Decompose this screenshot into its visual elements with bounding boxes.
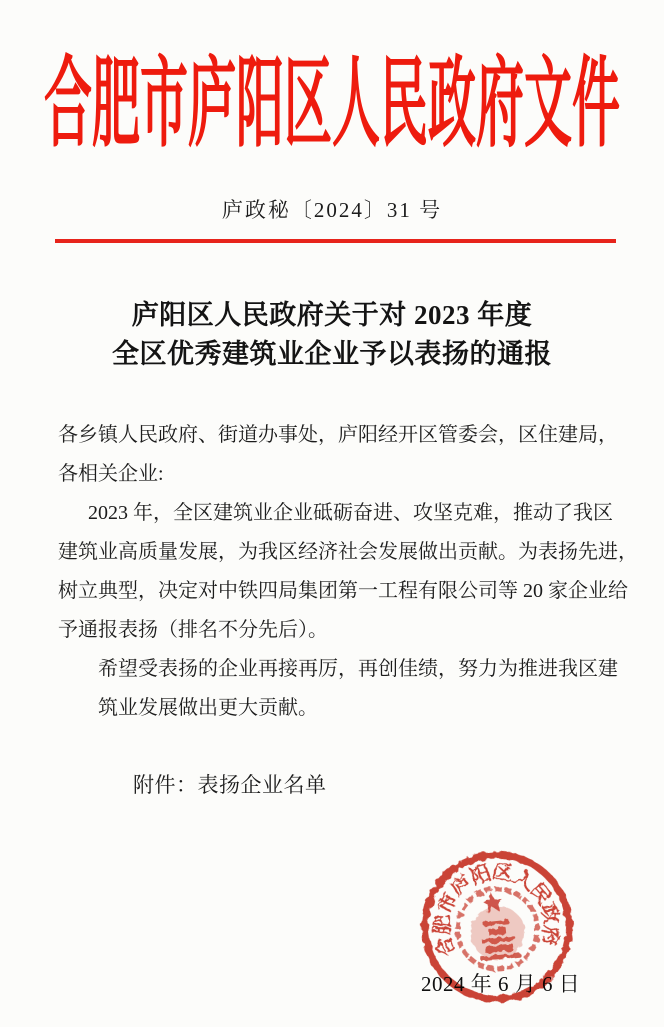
body-line: 2023 年，全区建筑业企业砥砺奋进、攻坚克难，推动了我区 — [88, 502, 613, 524]
issue-date: 2024 年 6 月 6 日 — [421, 972, 581, 996]
title-line-1: 庐阳区人民政府关于对 2023 年度 — [131, 300, 533, 330]
body-line: 各相关企业: — [58, 463, 164, 485]
body-text — [58, 416, 638, 728]
body-line: 予通报表扬（排名不分先后）。 — [58, 619, 328, 641]
document-title — [0, 296, 664, 374]
official-seal-icon — [408, 838, 586, 1016]
body-line: 希望受表扬的企业再接再厉，再创佳绩，努力为推进我区建 — [98, 658, 618, 680]
title-line-2: 全区优秀建筑业企业予以表扬的通报 — [112, 339, 552, 369]
body-line: 建筑业高质量发展，为我区经济社会发展做出贡献。为表扬先进， — [58, 541, 638, 563]
national-emblem-icon — [453, 885, 541, 973]
red-separator-line — [55, 239, 616, 243]
body-line: 筑业发展做出更大贡献。 — [98, 697, 318, 719]
seal-arc-text: 合肥市庐阳区人民政府 — [431, 861, 563, 960]
body-line: 各乡镇人民政府、街道办事处，庐阳经开区管委会，区住建局， — [58, 424, 618, 446]
body-line: 树立典型，决定对中铁四局集团第一工程有限公司等 20 家企业给 — [58, 580, 628, 602]
document-number: 庐政秘〔2024〕31 号 — [221, 198, 443, 222]
attachment-line: 附件：表扬企业名单 — [133, 773, 327, 797]
red-header-banner: 合肥市庐阳区人民政府文件 — [43, 50, 620, 160]
